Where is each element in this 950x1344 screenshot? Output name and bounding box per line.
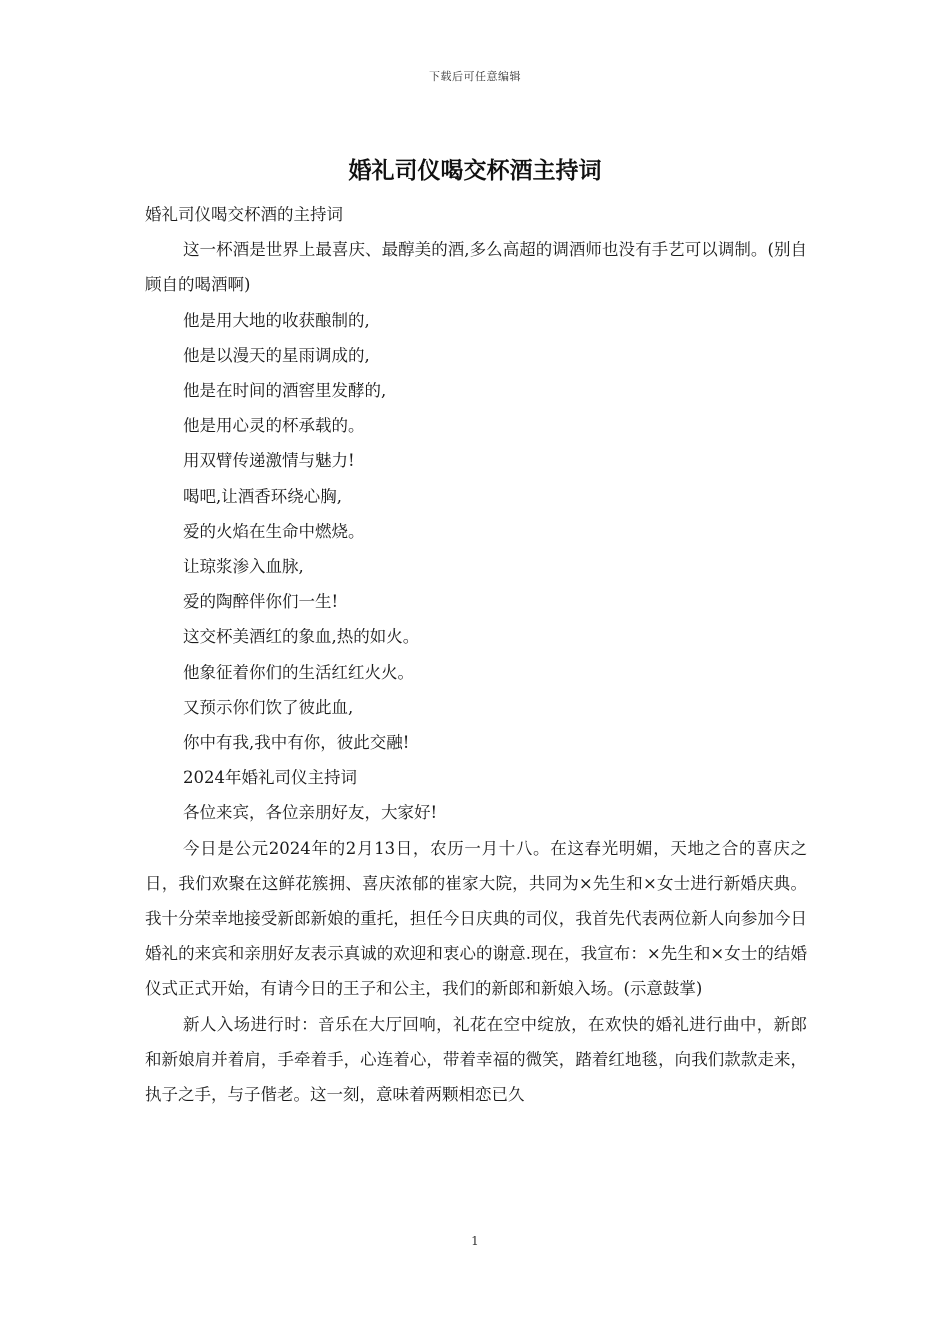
document-title: 婚礼司仪喝交杯酒主持词 — [348, 157, 602, 184]
poem-line: 爱的火焰在生命中燃烧。 — [183, 521, 365, 541]
paragraph-opening: 今日是公元2024年的2月13日，农历一月十八。在这春光明媚，天地之合的喜庆之日，我们欢聚在这鲜花簇拥、喜庆浓郁的崔家大院，共同为×先生和×女士进行新婚庆典。我十分荣幸地接受新郎新娘的重托，担任今日庆典的司仪，我首先代表两位新人向参加今日婚礼的来宾和亲朋好友表示真诚的欢迎和衷心的谢意.现在，我宣布：×先生和×女士的结婚仪式正式开始，有请今日的王子和公主，我们的新郎和新娘入场。(示意鼓掌) — [145, 838, 807, 999]
page-header-note: 下载后可任意编辑 — [429, 70, 521, 83]
poem-line: 他是在时间的酒窖里发酵的, — [183, 381, 387, 401]
document-subtitle: 婚礼司仪喝交杯酒的主持词 — [145, 205, 343, 224]
paragraph-intro: 这一杯酒是世界上最喜庆、最醇美的酒,多么高超的调酒师也没有手艺可以调制。(别自顾自的喝酒啊) — [145, 240, 807, 295]
poem-line: 他是用心灵的杯承载的。 — [183, 416, 365, 436]
poem-line: 用双臂传递激情与魅力! — [183, 451, 355, 471]
poem-line: 他象征着你们的生活红红火火。 — [183, 662, 414, 682]
poem-line: 他是以漫天的星雨调成的, — [183, 345, 370, 365]
poem-line: 又预示你们饮了彼此血, — [183, 697, 354, 717]
poem-line: 爱的陶醉伴你们一生! — [183, 592, 339, 612]
greeting-line: 各位来宾，各位亲朋好友，大家好! — [183, 803, 438, 823]
poem-line: 这交杯美酒红的象血,热的如火。 — [183, 627, 420, 647]
poem-line: 他是用大地的收获酿制的, — [183, 310, 370, 330]
section-heading: 2024年婚礼司仪主持词 — [183, 768, 357, 788]
poem-line: 你中有我,我中有你，彼此交融! — [183, 733, 410, 753]
poem-line: 喝吧,让酒香环绕心胸, — [183, 486, 342, 506]
paragraph-entrance: 新人入场进行时：音乐在大厅回响，礼花在空中绽放，在欢快的婚礼进行曲中，新郎和新娘肩并着肩，手牵着手，心连着心，带着幸福的微笑，踏着红地毯，向我们款款走来，执子之手，与子偕老。这一刻，意味着两颗相恋已久 — [145, 1014, 807, 1105]
document-body — [145, 197, 807, 1112]
page-number: 1 — [471, 1234, 479, 1248]
poem-line: 让琼浆渗入血脉, — [183, 557, 304, 577]
